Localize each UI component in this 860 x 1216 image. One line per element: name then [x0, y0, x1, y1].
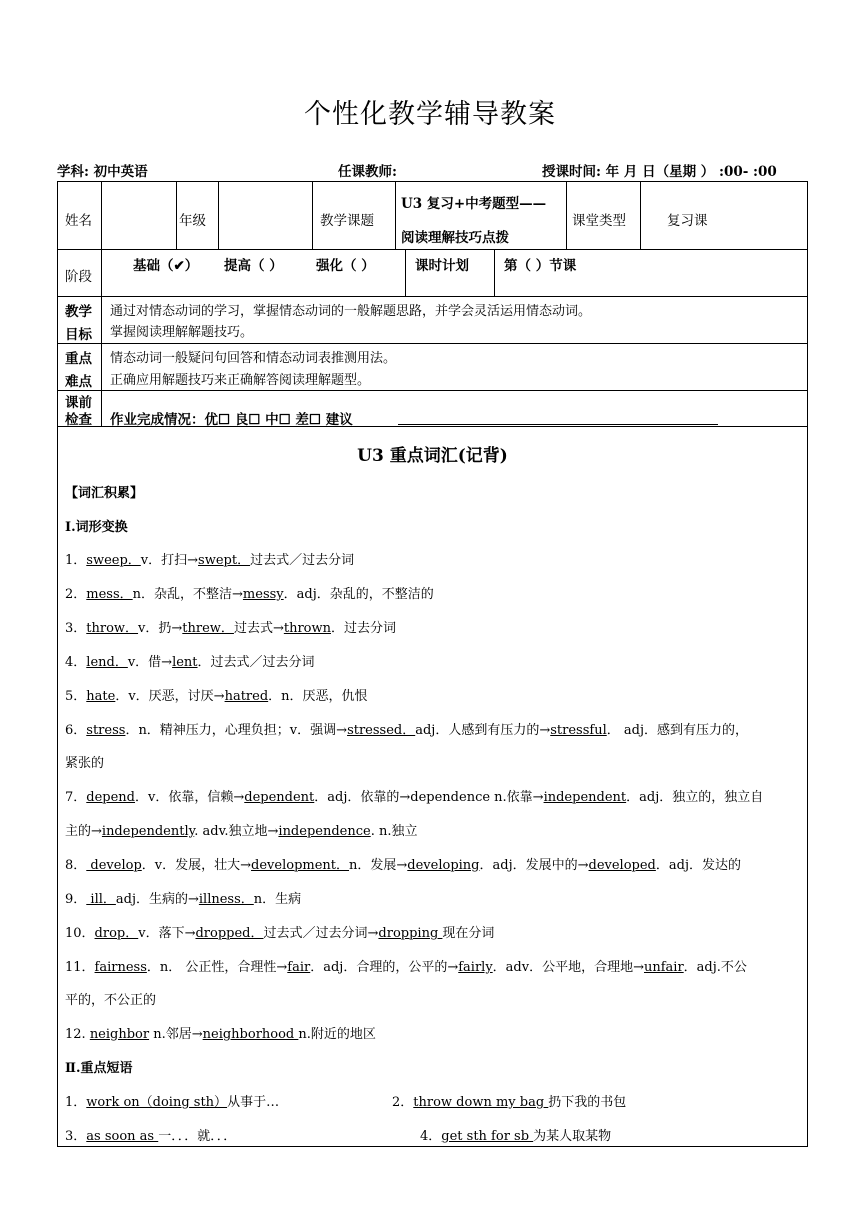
vocab-item-5: 5．hate．v．厌恶，讨厌→hatred．n．厌恶，仇恨: [65, 689, 368, 704]
vocab-item-6: 6．stress．n．精神压力，心理负担；v．强调→stressed．adj．人感到有压力的→stressful． adj．感到有压力的，: [65, 723, 748, 738]
teacher-label: 任课教师:: [338, 164, 397, 180]
vocab-item-10: 10．drop．v．落下→dropped．过去式／过去分词→dropping 现在分词: [65, 926, 495, 941]
class-type-label: 课堂类型: [572, 213, 626, 229]
key-line-1: 情态动词一般疑问句回答和情态动词表推测用法。: [110, 351, 397, 366]
grade-label: 年级: [179, 213, 206, 229]
check-label-2: 检查: [65, 412, 92, 428]
part2-heading: Ⅱ.重点短语: [65, 1061, 133, 1076]
goal-label-2: 目标: [65, 327, 92, 343]
plan-value: 第（ ）节课: [504, 258, 577, 274]
phrase-item-2: 2．throw down my bag 扔下我的书包: [392, 1095, 627, 1110]
class-type-value: 复习课: [667, 213, 708, 229]
suggestion-blank-line: [398, 424, 718, 425]
topic-value-line2: 阅读理解技巧点拨: [401, 230, 509, 246]
page-title: 个性化教学辅导教案: [304, 99, 556, 130]
vocab-item-9: 9． ill．adj．生病的→illness．n．生病: [65, 892, 302, 907]
vocab-item-4: 4．lend．v．借→lent．过去式／过去分词: [65, 655, 315, 670]
vocab-item-11-cont: 平的，不公正的: [65, 993, 157, 1008]
goal-label-1: 教学: [65, 304, 92, 320]
vocab-item-1: 1．sweep．v．打扫→swept．过去式／过去分词: [65, 553, 355, 568]
homework-check: 作业完成情况：优☐ 良☐ 中☐ 差☐ 建议: [110, 412, 353, 428]
goal-line-2: 掌握阅读理解解题技巧。: [110, 325, 254, 340]
vocab-item-12: 12. neighbor n.邻居→neighborhood n.附近的地区: [65, 1027, 376, 1042]
name-label: 姓名: [65, 213, 92, 229]
key-label-1: 重点: [65, 351, 92, 367]
plan-label: 课时计划: [415, 258, 469, 274]
topic-label: 教学课题: [320, 213, 374, 229]
stage-basic: 基础（✔）: [133, 258, 199, 274]
vocab-item-11: 11．fairness．n． 公正性，合理性→fair．adj．合理的，公平的→fairly．adv．公平地，合理地→unfair．adj.不公: [65, 960, 747, 975]
phrase-item-3: 3．as soon as 一．．．就．．．: [65, 1129, 237, 1144]
section-title: U3 重点词汇(记背): [357, 446, 508, 466]
lesson-time-label: 授课时间: 年 月 日（星期 ） :00- :00: [542, 164, 777, 180]
stage-improve: 提高（ ）: [224, 258, 283, 274]
subject-label: 学科: 初中英语: [57, 164, 148, 180]
phrase-item-4: 4．get sth for sb 为某人取某物: [420, 1129, 612, 1144]
vocab-item-8: 8． develop．v．发展，壮大→development．n．发展→developing．adj．发展中的→developed．adj．发达的: [65, 858, 741, 873]
vocab-item-3: 3．throw．v．扔→threw．过去式→thrown．过去分词: [65, 621, 396, 636]
vocab-item-6-cont: 紧张的: [65, 756, 105, 771]
vocab-item-7: 7．depend．v．依靠，信赖→dependent．adj．依靠的→dependence n.依靠→independent．adj．独立的，独立自: [65, 790, 764, 805]
check-label-1: 课前: [65, 395, 92, 411]
vocab-item-7-cont: 主的→independently. adv.独立地→independence. n.独立: [65, 824, 418, 839]
stage-label: 阶段: [65, 269, 92, 285]
vocab-heading: 【词汇积累】: [65, 486, 144, 501]
stage-strengthen: 强化（ ）: [316, 258, 375, 274]
key-label-2: 难点: [65, 374, 92, 390]
topic-value-line1: U3 复习+中考题型——: [401, 196, 547, 212]
goal-line-1: 通过对情态动词的学习，掌握情态动词的一般解题思路，并学会灵活运用情态动词。: [110, 304, 592, 319]
phrase-item-1: 1．work on（doing sth）从事于…: [65, 1095, 280, 1110]
vocab-item-2: 2．mess．n．杂乱，不整洁→messy．adj．杂乱的，不整洁的: [65, 587, 434, 602]
part1-heading: Ⅰ.词形变换: [65, 520, 128, 535]
key-line-2: 正确应用解题技巧来正确解答阅读理解题型。: [110, 373, 371, 388]
